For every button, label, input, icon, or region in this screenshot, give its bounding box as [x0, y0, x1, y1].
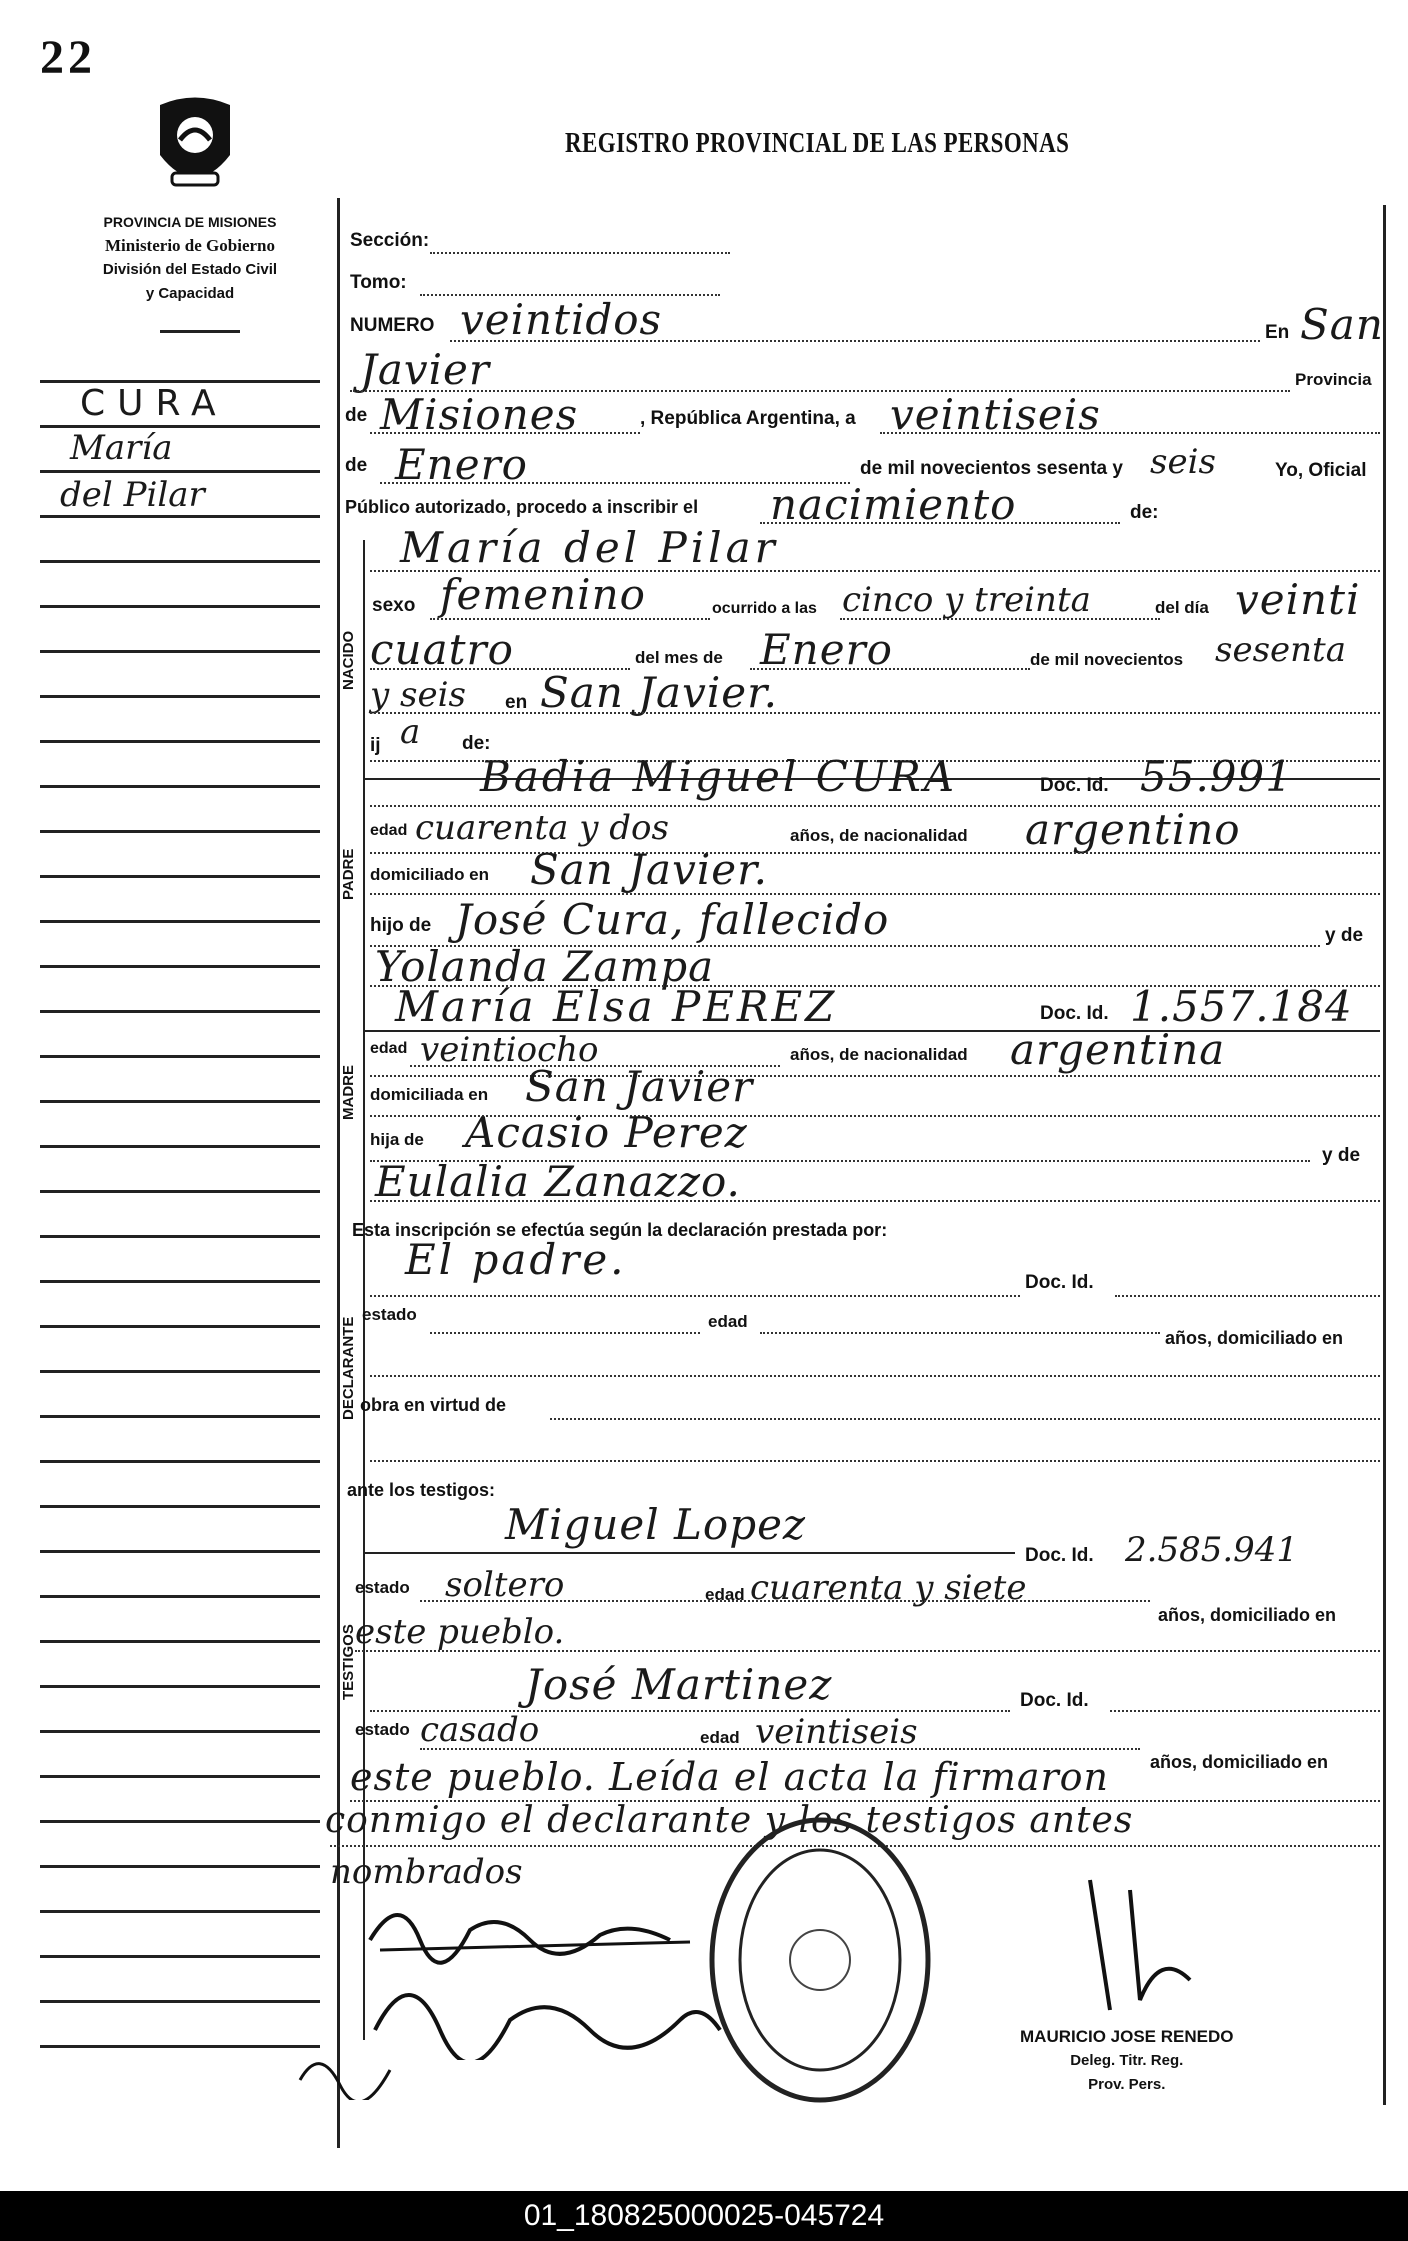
mil-novecientos-label: de mil novecientos sesenta y	[860, 458, 1123, 479]
publico-label: Público autorizado, procedo a inscribir el	[345, 497, 699, 517]
cierre-line2: conmigo el declarante y los testigos antes	[325, 1800, 1134, 1841]
ocurrido-label: ocurrido a las	[712, 600, 817, 617]
padre-dom-value: San Javier.	[530, 845, 768, 894]
page-title: REGISTRO PROVINCIAL DE LAS PERSONAS	[565, 128, 1070, 159]
section-padre-label: PADRE	[340, 848, 357, 900]
de2-label: de	[345, 455, 368, 476]
testigo1-dom-value: este pueblo.	[355, 1612, 565, 1652]
seal-division: División del Estado Civil	[102, 261, 278, 278]
testigo2-doc-label: Doc. Id.	[1020, 1690, 1089, 1711]
madre-y-de-value: Eulalia Zanazzo.	[375, 1157, 741, 1206]
official-name: MAURICIO JOSE RENEDO	[1020, 2027, 1234, 2046]
yo-oficial-label: Yo, Oficial	[1275, 460, 1367, 481]
testigo1-anios-dom-label: años, domiciliado en	[1158, 1605, 1337, 1625]
madre-dom-label: domiciliada en	[370, 1085, 489, 1104]
declarante-value: El padre.	[405, 1235, 627, 1284]
padre-hijo-de-label: hijo de	[370, 915, 432, 936]
de4-label: de:	[462, 733, 491, 754]
fecha-dia-value: veintiseis	[890, 390, 1101, 439]
acto-value: nacimiento	[770, 480, 1017, 529]
padre-dom-label: domiciliado en	[370, 865, 490, 884]
testigo2-estado-label: estado	[355, 1720, 410, 1739]
signature-left-margin	[290, 2040, 410, 2105]
tomo-label: Tomo:	[350, 272, 407, 293]
testigo2-value: José Martinez	[525, 1660, 833, 1709]
padre-nac-value: argentino	[1025, 805, 1241, 854]
madre-doc-label: Doc. Id.	[1040, 1003, 1109, 1024]
official-prov: Prov. Pers.	[1088, 2076, 1166, 2093]
padre-anios-nac-label: años, de nacionalidad	[790, 826, 968, 845]
testigo1-edad-label: edad	[705, 1585, 745, 1604]
madre-edad-label: edad	[370, 1040, 408, 1057]
signature-registrar	[1070, 1870, 1210, 2035]
margin-name2: del Pilar	[60, 475, 205, 515]
fecha-anio-value: seis	[1150, 442, 1216, 482]
del-dia-label: del día	[1155, 598, 1209, 617]
seal-division2: y Capacidad	[145, 285, 235, 302]
margin-surname: CURA	[80, 383, 228, 424]
testigo1-value: Miguel Lopez	[505, 1500, 807, 1549]
en-value: San	[1300, 300, 1384, 349]
sexo-label: sexo	[372, 595, 416, 616]
de-label: de	[345, 405, 368, 426]
padre-hijo-de-value: José Cura, fallecido	[455, 895, 890, 944]
testigo2-edad-value: veintiseis	[755, 1712, 918, 1752]
de-mil-label: de mil novecientos	[1030, 650, 1184, 669]
testigo2-edad-label: edad	[700, 1728, 740, 1747]
mes-nac-value: Enero	[760, 625, 893, 674]
testigo2-anios-dom-label: años, domiciliado en	[1150, 1752, 1329, 1772]
madre-y-de-label: y de	[1322, 1145, 1361, 1166]
testigo1-estado-value: soltero	[445, 1565, 565, 1605]
republica-label: , República Argentina, a	[640, 408, 856, 429]
en2-label: en	[505, 692, 528, 713]
testigo1-edad-value: cuarenta y siete	[750, 1568, 1027, 1608]
nombre-value: María del Pilar	[400, 523, 779, 572]
padre-y-de-value: Yolanda Zampa	[375, 942, 715, 991]
numero-value: veintidos	[460, 295, 663, 344]
cierre-line1: este pueblo. Leída el acta la firmaron	[350, 1755, 1110, 1799]
cierre-line3: nombrados	[330, 1852, 523, 1892]
footer-id: 01_180825000025-045724	[0, 2191, 1408, 2241]
seccion-label: Sección:	[350, 230, 430, 251]
signature-declarante	[360, 1880, 740, 2065]
numero-label: NUMERO	[350, 315, 435, 336]
en-label: En	[1265, 322, 1290, 343]
anio-nac-value: sesenta	[1215, 630, 1346, 670]
padre-nombre-value: Badia Miguel CURA	[480, 752, 958, 801]
official-title: Deleg. Titr. Reg.	[1070, 2052, 1184, 2069]
margin-name1: María	[70, 428, 173, 468]
lugar-nac-value: San Javier.	[540, 668, 778, 717]
padre-doc-label: Doc. Id.	[1040, 775, 1109, 796]
provincia-value: Misiones	[380, 390, 579, 439]
testigo1-doc-label: Doc. Id.	[1025, 1545, 1094, 1566]
de3-label: de:	[1130, 502, 1159, 523]
coat-of-arms-icon	[150, 95, 240, 200]
padre-y-de-label: y de	[1325, 925, 1364, 946]
madre-nac-value: argentina	[1010, 1025, 1226, 1074]
declarante-edad-label: edad	[708, 1312, 748, 1331]
obra-label: obra en virtud de	[360, 1395, 507, 1415]
madre-dom-value: San Javier	[525, 1062, 754, 1111]
declarante-estado-label: estado	[362, 1305, 417, 1324]
section-madre-label: MADRE	[340, 1065, 357, 1120]
testigo1-estado-label: estado	[355, 1578, 410, 1597]
hora-value: cinco y treinta	[842, 580, 1091, 620]
hija-value: a	[400, 712, 421, 752]
section-declarante-label: DECLARANTE	[340, 1316, 357, 1420]
madre-hija-de-value: Acasio Perez	[465, 1108, 748, 1157]
section-testigos-label: TESTIGOS	[340, 1624, 357, 1700]
ante-testigos-label: ante los testigos:	[347, 1480, 496, 1500]
del-mes-label: del mes de	[635, 648, 723, 667]
provincia-label: Provincia	[1295, 370, 1372, 389]
localidad-value: Javier	[360, 345, 490, 394]
sexo-value: femenino	[440, 570, 646, 619]
dia-nac-value: veinti	[1235, 575, 1361, 624]
madre-anios-nac-label: años, de nacionalidad	[790, 1045, 968, 1064]
testigo1-doc-value: 2.585.941	[1125, 1530, 1299, 1570]
dia-nac2-value: cuatro	[370, 625, 514, 674]
madre-edad-value: veintiocho	[420, 1030, 599, 1070]
fecha-mes-value: Enero	[395, 440, 528, 489]
seal-ministry: Ministerio de Gobierno	[105, 236, 275, 255]
declarante-anios-dom-label: años, domiciliado en	[1165, 1328, 1344, 1348]
section-nacido-label: NACIDO	[340, 630, 357, 690]
inscripcion-label: Esta inscripción se efectúa según la declaración prestada por:	[352, 1220, 888, 1240]
madre-hija-de-label: hija de	[370, 1130, 424, 1149]
anio-nac2-value: y seis	[370, 675, 466, 715]
page-number: 22	[40, 31, 96, 84]
madre-nombre-value: María Elsa PEREZ	[395, 982, 838, 1031]
testigo2-estado-value: casado	[420, 1710, 540, 1750]
padre-edad-label: edad	[370, 822, 408, 839]
declarante-doc-label: Doc. Id.	[1025, 1272, 1094, 1293]
hija-label: ij	[370, 735, 381, 756]
padre-doc-value: 55.991	[1140, 752, 1293, 801]
seal-org: PROVINCIA DE MISIONES	[103, 214, 277, 230]
official-stamp	[705, 1810, 935, 2115]
padre-edad-value: cuarenta y dos	[415, 808, 669, 848]
madre-doc-value: 1.557.184	[1130, 982, 1353, 1031]
